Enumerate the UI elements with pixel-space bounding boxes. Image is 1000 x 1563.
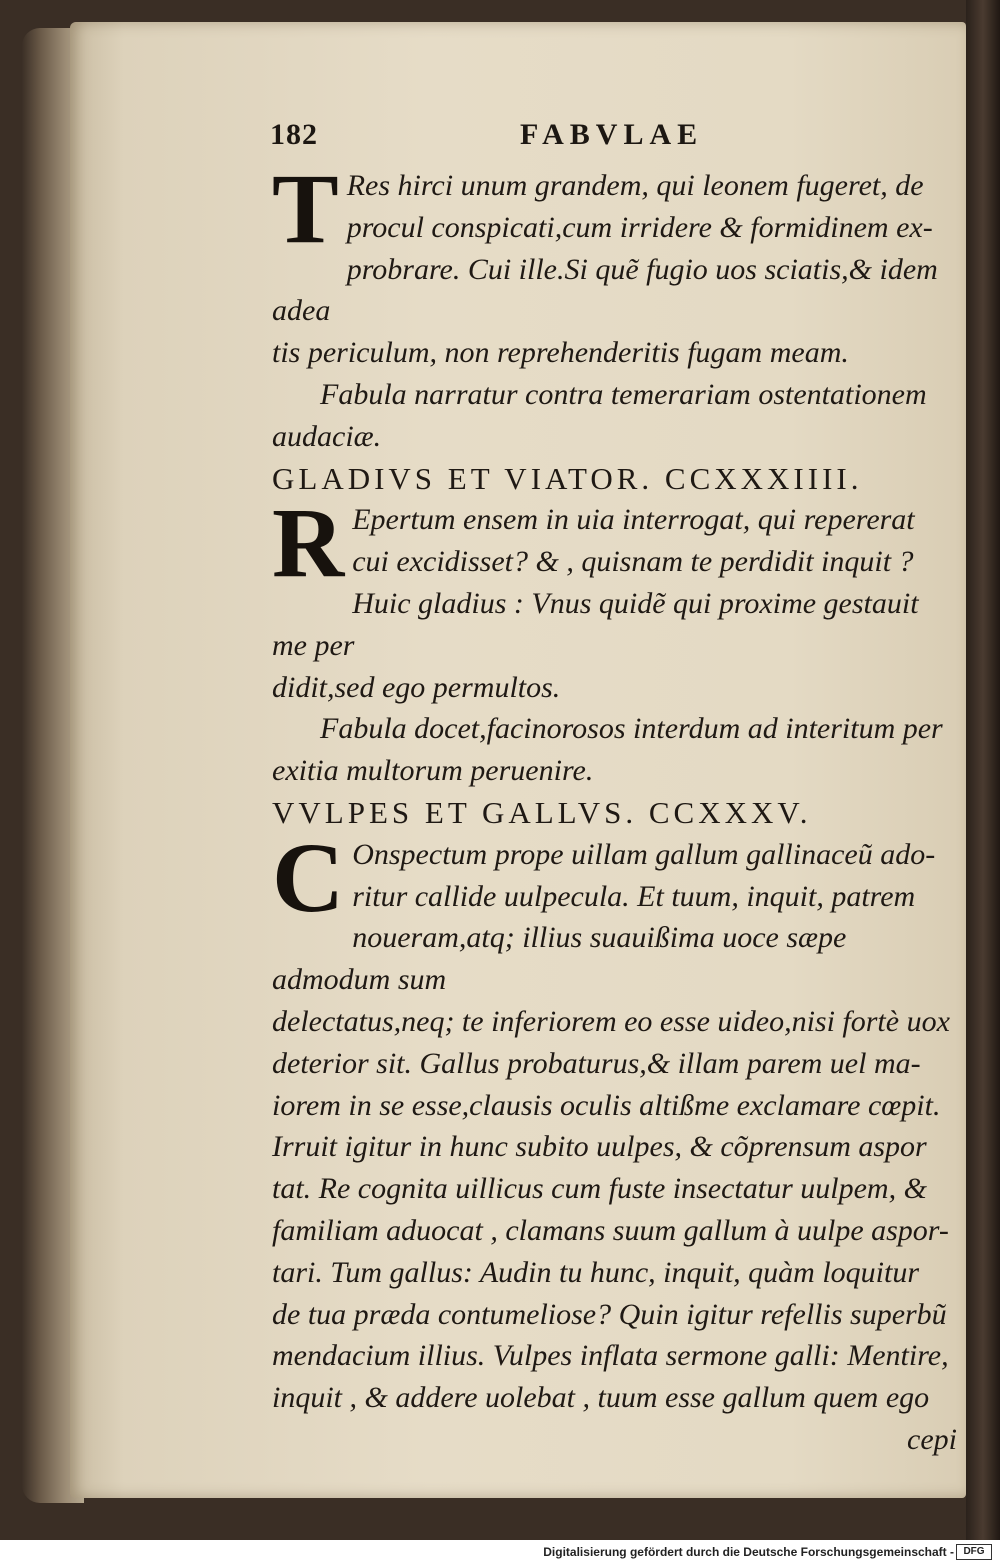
fable-3-heading: VVLPES ET GALLVS. CCXXXV. <box>272 794 812 830</box>
text-line: delectatus,neq; te inferiorem eo esse uideo,nisi fortè uox <box>272 1004 950 1038</box>
text-line: Fabula docet,facinorosos interdum ad interitum per <box>320 712 943 746</box>
dfg-logo-icon: DFG <box>956 1544 992 1560</box>
text-line: Epertum ensem in uia interrogat, qui repererat <box>352 503 915 537</box>
fable-2-text <box>272 487 957 708</box>
text-line: exitia multorum peruenire. <box>272 754 594 788</box>
dropcap-R: R <box>272 487 345 599</box>
text-line: probrare. Cui ille.Si quẽ fugio uos sciatis,& idem adea <box>272 252 938 328</box>
text-line: audaciæ. <box>272 419 382 453</box>
book-gutter <box>966 0 1000 1540</box>
text-line: Onspectum prope uillam gallum gallinaceũ ado- <box>352 837 936 871</box>
dropcap-T: T <box>272 153 339 264</box>
text-line: iorem in se esse,clausis oculis altißme exclamare cœpit. <box>272 1088 941 1122</box>
text-block <box>272 153 957 1461</box>
text-line: tis periculum, non reprehenderitis fugam meam. <box>272 336 849 370</box>
text-line: inquit , & addere uolebat , tuum esse gallum quem ego <box>272 1381 930 1415</box>
dropcap-C: C <box>272 821 345 933</box>
text-line: tat. Re cognita uillicus cum fuste insectatur uulpem, & <box>272 1172 927 1206</box>
text-line: cui excidisset? & , quisnam te perdidit inquit ? <box>352 545 914 579</box>
text-line: noueram,atq; illius suauißima uoce sæpe admodum sum <box>272 921 847 997</box>
fable-1-text <box>272 153 957 374</box>
text-line: de tua præda contumeliose? Quin igitur refellis superbũ <box>272 1297 947 1331</box>
catchword: cepi <box>907 1422 957 1456</box>
text-line: tari. Tum gallus: Audin tu hunc, inquit, quàm loquitur <box>272 1255 919 1289</box>
fable-2-moral <box>272 708 957 792</box>
digitization-footer <box>0 1540 1000 1563</box>
text-line: ritur callide uulpecula. Et tuum, inquit, patrem <box>352 879 916 913</box>
folio-number: 182 <box>270 118 318 151</box>
text-line: Huic gladius : Vnus quidẽ qui proxime gestauit me per <box>272 586 919 662</box>
text-line: Res hirci unum grandem, qui leonem fugeret, de <box>346 169 924 202</box>
text-line: Irruit igitur in hunc subito uulpes, & cõprensum aspor <box>272 1130 927 1164</box>
running-title: FABVLAE <box>520 118 704 151</box>
text-line: deterior sit. Gallus probaturus,& illam parem uel ma- <box>272 1046 921 1080</box>
text-line: Fabula narratur contra temerariam ostentationem <box>320 377 927 411</box>
funding-credit: Digitalisierung gefördert durch die Deutsche Forschungsgemeinschaft - <box>543 1545 954 1559</box>
text-line: familiam aduocat , clamans suum gallum à uulpe aspor- <box>272 1213 949 1247</box>
text-line: mendacium illius. Vulpes inflata sermone galli: Mentire, <box>272 1339 949 1373</box>
fable-1-moral <box>272 374 957 458</box>
text-line: procul conspicati,cum irridere & formidinem ex- <box>346 210 933 244</box>
fable-2-heading: GLADIVS ET VIATOR. CCXXXIIII. <box>272 460 863 496</box>
running-head <box>270 118 960 158</box>
fable-3-text <box>272 821 957 1419</box>
text-line: didit,sed ego permultos. <box>272 670 561 704</box>
